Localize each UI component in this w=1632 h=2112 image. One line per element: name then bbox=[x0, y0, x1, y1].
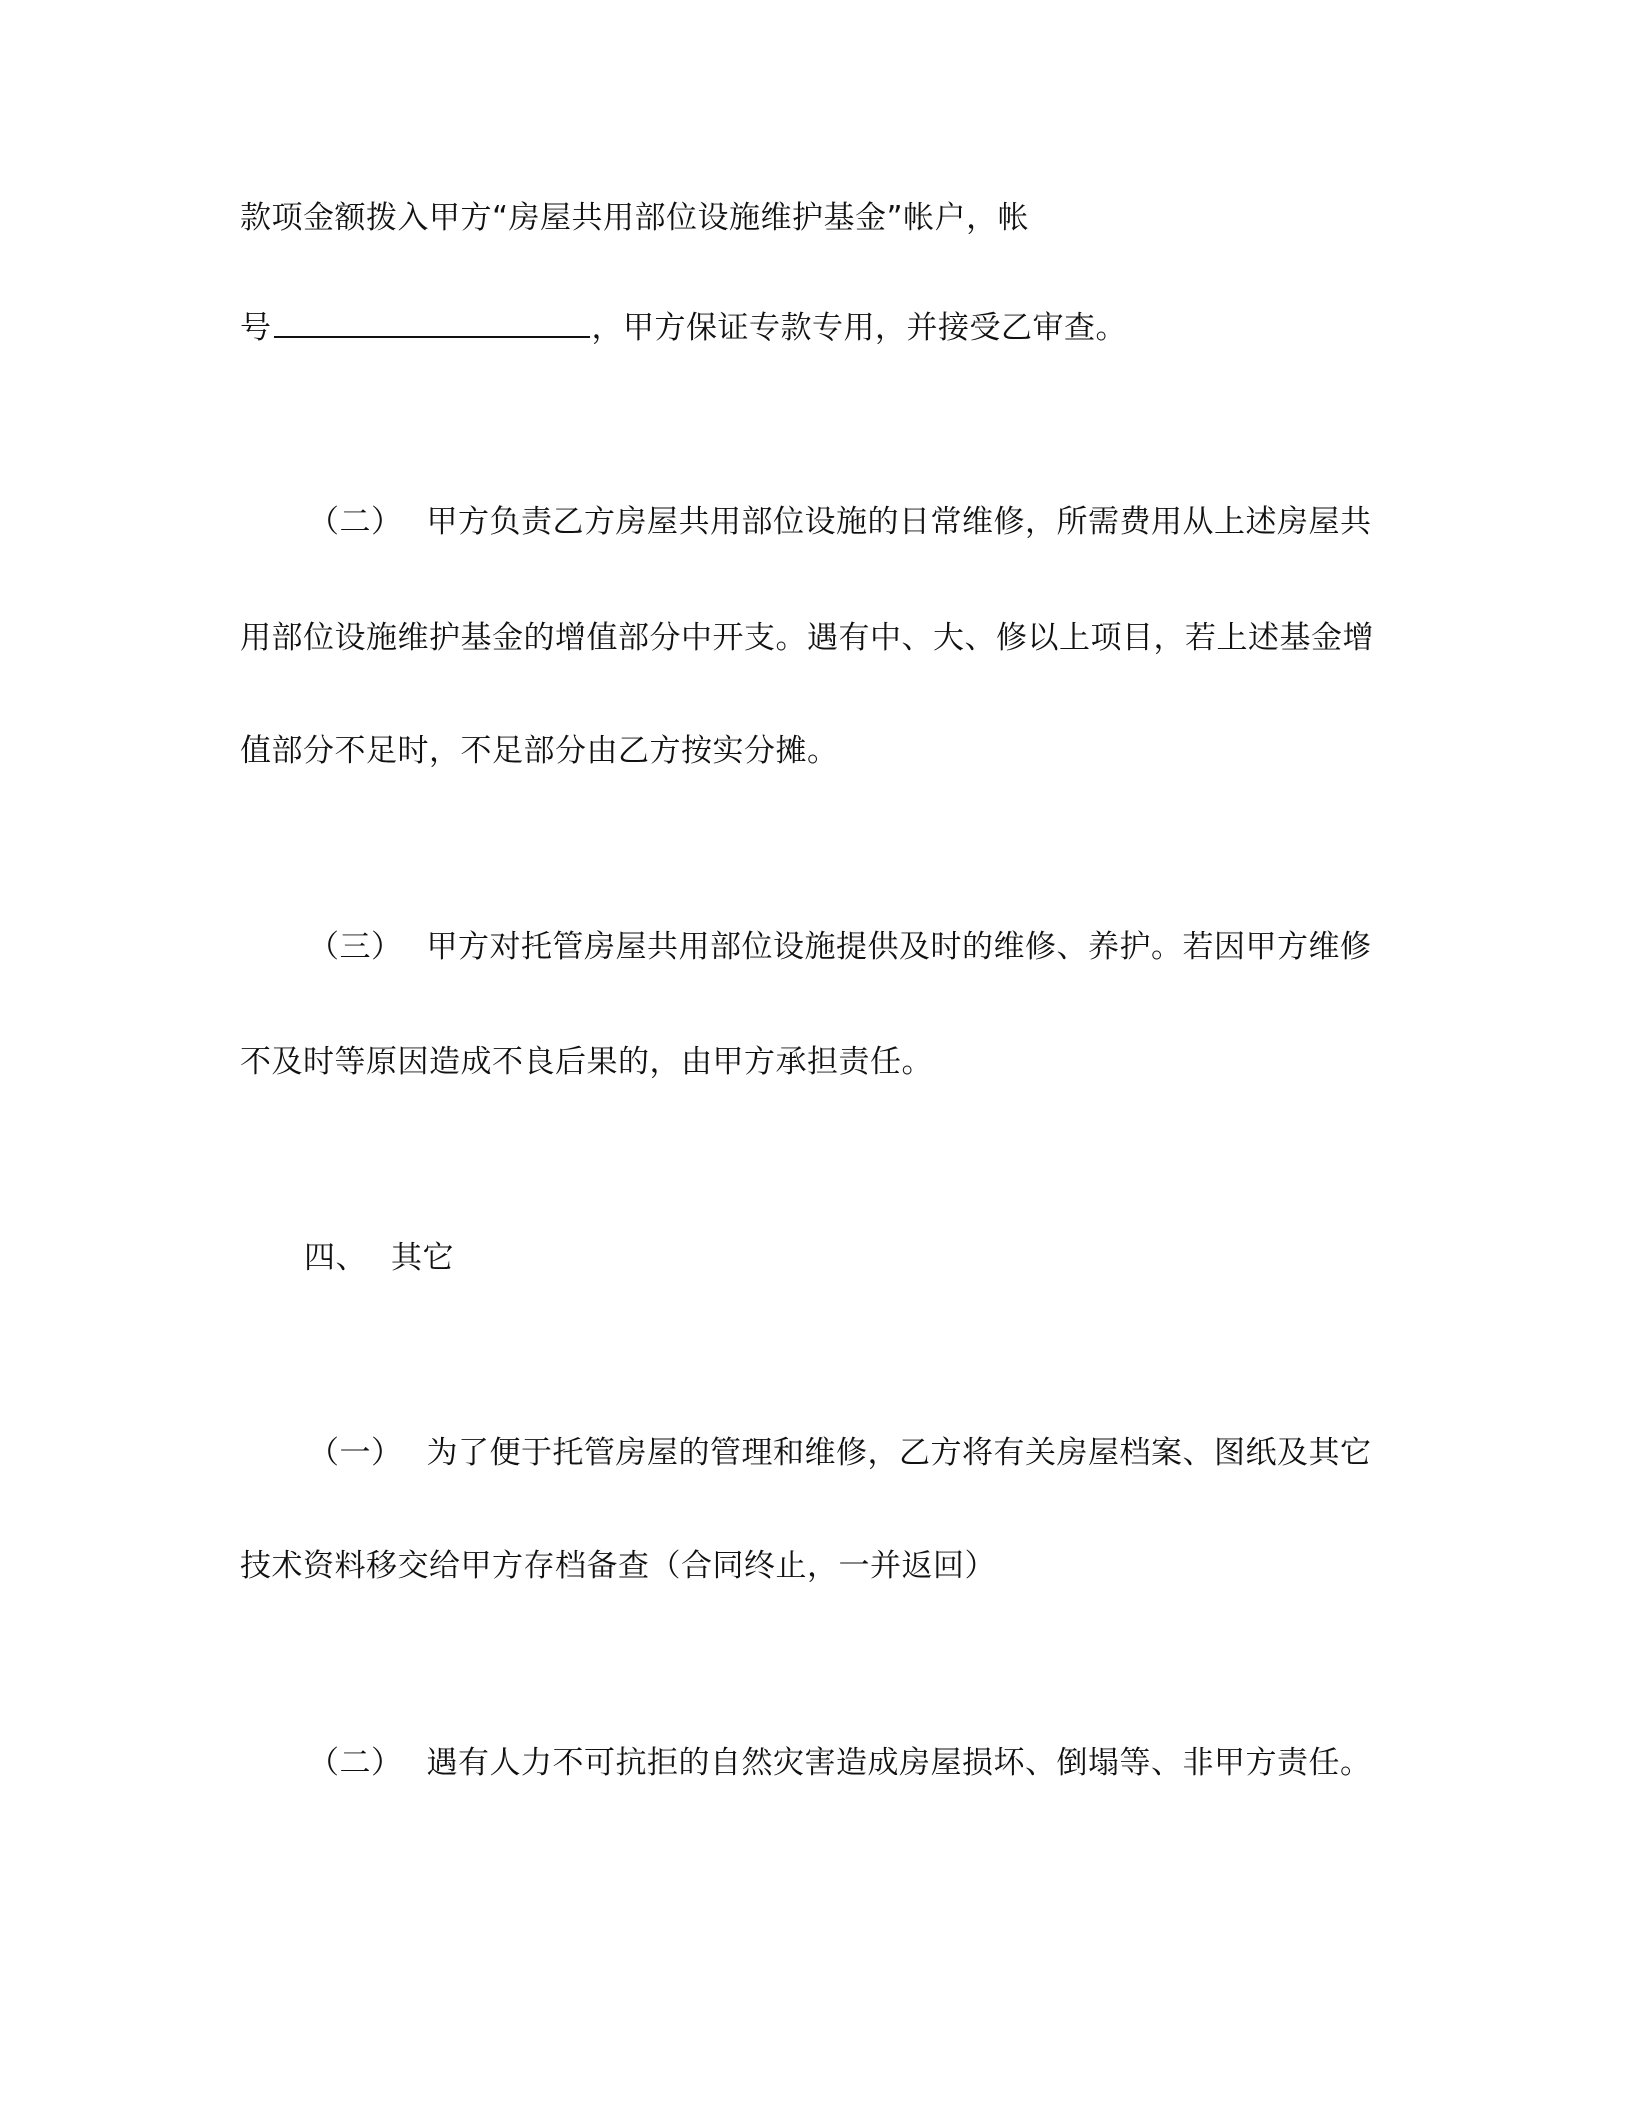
text-segment: 款项金额拨入甲方“房屋共用部位设施维护基金”帐户，帐 bbox=[240, 200, 1030, 236]
text-segment: 遇有人力不可抗拒的自然灾害造成房屋损坏、倒塌等、非甲方责任。 bbox=[426, 1745, 1372, 1781]
account-number-blank bbox=[274, 306, 590, 338]
text-segment: 甲方对托管房屋共用部位设施提供及时的维修、养护。若因甲方维修 bbox=[426, 929, 1372, 965]
paragraph-line bbox=[240, 306, 1127, 348]
paragraph-line bbox=[240, 198, 1029, 238]
clause-number: （三） bbox=[308, 929, 403, 965]
text-segment: 值部分不足时，不足部分由乙方按实分摊。 bbox=[240, 733, 839, 769]
text-segment: 不及时等原因造成不良后果的，由甲方承担责任。 bbox=[240, 1044, 933, 1080]
paragraph-line bbox=[240, 731, 839, 771]
text-segment: 号 bbox=[240, 310, 272, 346]
paragraph-line bbox=[240, 618, 1374, 658]
section-title: 其它 bbox=[391, 1240, 454, 1276]
paragraph-line bbox=[240, 1042, 933, 1082]
paragraph-line bbox=[240, 1546, 996, 1586]
text-segment: ，甲方保证专款专用，并接受乙审查。 bbox=[591, 310, 1127, 346]
clause-line bbox=[308, 502, 1372, 542]
section-heading bbox=[304, 1238, 454, 1278]
text-segment: 甲方负责乙方房屋共用部位设施的日常维修，所需费用从上述房屋共 bbox=[426, 504, 1372, 540]
clause-number: （二） bbox=[308, 1745, 403, 1781]
section-number: 四、 bbox=[304, 1240, 367, 1276]
clause-line bbox=[308, 1743, 1372, 1783]
clause-line bbox=[308, 1433, 1372, 1473]
clause-number: （一） bbox=[308, 1435, 403, 1471]
text-segment: 用部位设施维护基金的增值部分中开支。遇有中、大、修以上项目，若上述基金增 bbox=[240, 620, 1374, 656]
clause-line bbox=[308, 927, 1372, 967]
text-segment: 为了便于托管房屋的管理和维修，乙方将有关房屋档案、图纸及其它 bbox=[426, 1435, 1372, 1471]
text-segment: 技术资料移交给甲方存档备查（合同终止，一并返回） bbox=[240, 1548, 996, 1584]
clause-number: （二） bbox=[308, 504, 403, 540]
